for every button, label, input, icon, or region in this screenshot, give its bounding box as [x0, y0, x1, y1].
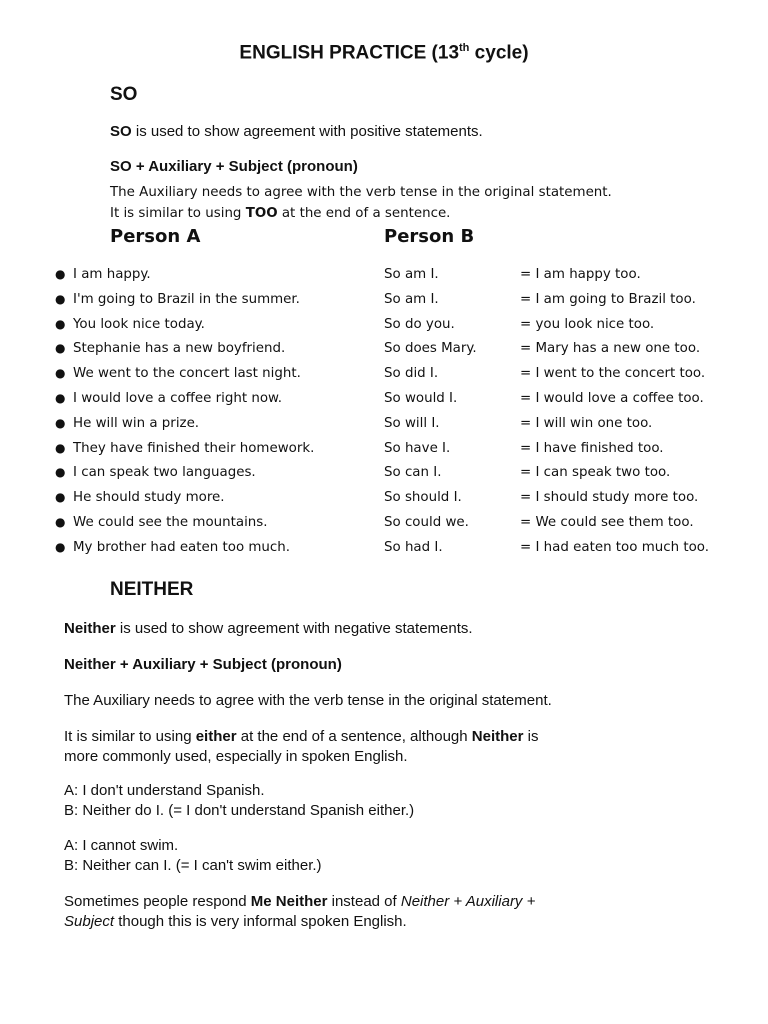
person-a-statement: He should study more. [73, 490, 225, 506]
person-b-response: So did I. [384, 366, 439, 382]
person-b-response: So am I. [384, 291, 439, 307]
person-a-statement: I am happy. [73, 267, 151, 282]
bullet-icon: ● [55, 366, 66, 381]
bullet-icon: ● [55, 539, 66, 554]
so-note: The Auxiliary needs to agree with the verb tense in the original statement. It is similar to using TOO at the end of a sentence. [110, 185, 612, 221]
neither-formula: Neither + Auxiliary + Subject (pronoun) [64, 656, 342, 673]
example-row [0, 488, 768, 513]
meaning: = I will win one too. [520, 415, 653, 431]
meaning: = I would love a coffee too. [520, 390, 704, 406]
me-neither-note: Sometimes people respond Me Neither instead of Neither + Auxiliary + Subject though this is very informal spoken English. [64, 893, 536, 930]
bullet-icon: ● [55, 490, 66, 505]
example-row [0, 315, 768, 340]
example-row [0, 364, 768, 389]
person-a-statement: My brother had eaten too much. [73, 539, 291, 555]
meaning: = Mary has a new one too. [520, 341, 701, 357]
example-row [0, 439, 768, 464]
so-intro: SO is used to show agreement with positive statements. [110, 123, 483, 140]
example-row [0, 265, 768, 290]
bullet-icon: ● [55, 341, 66, 356]
person-a-statement: They have finished their homework. [73, 440, 315, 456]
person-b-response: So could we. [384, 514, 469, 530]
person-b-response: So do you. [384, 316, 455, 332]
meaning: = I went to the concert too. [520, 366, 706, 382]
neither-aux-note: The Auxiliary needs to agree with the verb tense in the original statement. [64, 692, 552, 709]
bullet-icon: ● [55, 390, 66, 405]
person-b-response: So would I. [384, 390, 458, 406]
person-b-response: So should I. [384, 490, 462, 506]
example-row [0, 389, 768, 414]
bullet-icon: ● [55, 267, 66, 281]
example-row [0, 290, 768, 315]
neither-example-1: A: I don't understand Spanish. B: Neither do I. (= I don't understand Spanish either.) [64, 782, 415, 819]
meaning: = you look nice too. [520, 316, 655, 332]
person-b-response: So can I. [384, 465, 442, 481]
meaning: = I can speak two too. [520, 465, 671, 481]
person-a-statement: You look nice today. [73, 316, 205, 332]
person-a-statement: I would love a coffee right now. [73, 390, 282, 406]
example-row [0, 538, 768, 563]
so-heading: SO [110, 84, 138, 105]
title-superscript: th [459, 42, 470, 54]
person-a-statement: I can speak two languages. [73, 465, 256, 481]
meaning: = I have finished too. [520, 440, 664, 456]
neither-heading: NEITHER [110, 579, 194, 600]
meaning: = I should study more too. [520, 490, 699, 506]
page-title: ENGLISH PRACTICE (13th cycle) [239, 42, 529, 64]
neither-intro: Neither is used to show agreement with negative statements. [64, 620, 473, 637]
meaning: = I am happy too. [520, 267, 641, 282]
neither-example-2: A: I cannot swim. B: Neither can I. (= I can't swim either.) [64, 837, 322, 874]
person-b-response: So am I. [384, 267, 439, 282]
neither-similar-note: It is similar to using either at the end of a sentence, although Neither is more commonly used, especially in spoken English. [64, 728, 539, 765]
bullet-icon: ● [55, 465, 66, 480]
person-b-response: So have I. [384, 440, 451, 456]
bullet-icon: ● [55, 514, 66, 529]
meaning: = I am going to Brazil too. [520, 291, 696, 307]
person-a-statement: I'm going to Brazil in the summer. [73, 291, 300, 307]
person-a-header: Person A [110, 226, 201, 247]
person-b-header: Person B [384, 226, 475, 247]
bullet-icon: ● [55, 440, 66, 455]
meaning: = I had eaten too much too. [520, 539, 709, 555]
example-row [0, 339, 768, 364]
person-b-response: So had I. [384, 539, 443, 555]
example-row [0, 513, 768, 538]
example-row [0, 414, 768, 439]
person-a-statement: We could see the mountains. [73, 514, 268, 530]
person-b-response: So does Mary. [384, 341, 477, 357]
meaning: = We could see them too. [520, 514, 694, 530]
person-a-statement: He will win a prize. [73, 415, 200, 431]
so-formula: SO + Auxiliary + Subject (pronoun) [110, 158, 358, 175]
bullet-icon: ● [55, 316, 66, 331]
so-examples-list [0, 265, 768, 563]
person-b-response: So will I. [384, 415, 440, 431]
example-row [0, 463, 768, 488]
bullet-icon: ● [55, 291, 66, 306]
bullet-icon: ● [55, 415, 66, 430]
person-a-statement: Stephanie has a new boyfriend. [73, 341, 286, 357]
person-a-statement: We went to the concert last night. [73, 366, 301, 382]
